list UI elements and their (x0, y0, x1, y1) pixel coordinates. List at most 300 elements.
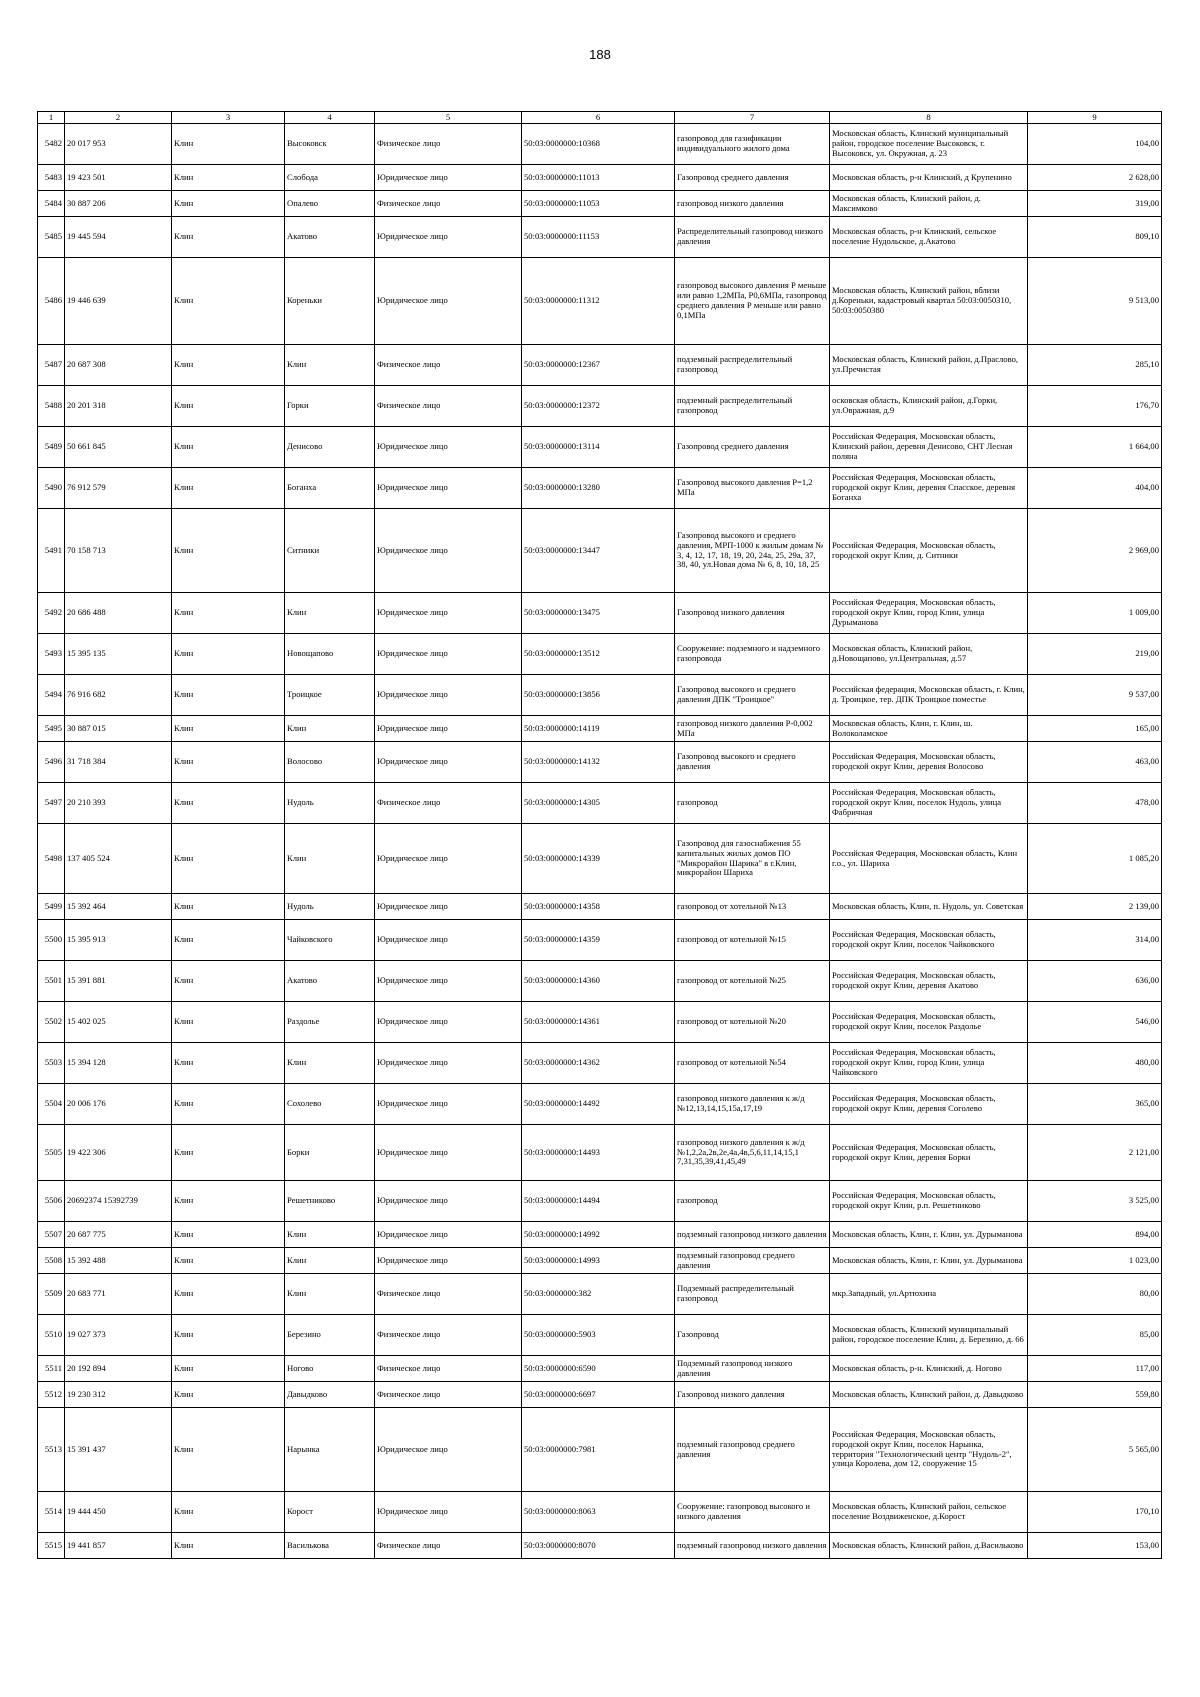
table-row (38, 824, 1162, 894)
length-value-cell: 809,10 (1028, 217, 1162, 258)
object-description-cell: Газопровод высокого и среднего давления ДПК "Троицкое" (675, 675, 830, 716)
length-value-cell: 365,00 (1028, 1084, 1162, 1125)
object-address-cell: Московская область, Клинский муниципальный район, городское поселение Высоковск, г. Высоковск, ул. Окружная, д. 23 (830, 124, 1028, 165)
municipality-cell: Клин (172, 1315, 285, 1356)
table-row (38, 509, 1162, 593)
municipality-cell: Клин (172, 716, 285, 742)
municipality-cell: Клин (172, 824, 285, 894)
object-description-cell: газопровод от хотельной №13 (675, 894, 830, 920)
owner-type-cell: Юридическое лицо (375, 675, 522, 716)
object-address-cell: Московская область, р-н Клинский, д Крупенино (830, 165, 1028, 191)
object-description-cell: Газопровод низкого давления (675, 1382, 830, 1408)
column-header: 6 (522, 112, 675, 124)
length-value-cell: 165,00 (1028, 716, 1162, 742)
municipality-cell: Клин (172, 217, 285, 258)
row-number-cell: 5510 (38, 1315, 65, 1356)
column-header: 4 (285, 112, 375, 124)
registry-code-cell: 76 912 579 (65, 468, 172, 509)
registry-code-cell: 20 006 176 (65, 1084, 172, 1125)
municipality-cell: Клин (172, 509, 285, 593)
settlement-cell: Опалево (285, 191, 375, 217)
row-number-cell: 5502 (38, 1002, 65, 1043)
municipality-cell: Клин (172, 1274, 285, 1315)
owner-type-cell: Юридическое лицо (375, 593, 522, 634)
row-number-cell: 5496 (38, 742, 65, 783)
settlement-cell: Кореньки (285, 258, 375, 345)
object-address-cell: Российская Федерация, Московская область, Клинский район, деревня Денисово, СНТ Лесная поляна (830, 427, 1028, 468)
registry-code-cell: 20 687 308 (65, 345, 172, 386)
cadastral-number-cell: 50:03:0000000:12372 (522, 386, 675, 427)
settlement-cell: Нарынка (285, 1408, 375, 1492)
table-row (38, 427, 1162, 468)
municipality-cell: Клин (172, 1222, 285, 1248)
cadastral-number-cell: 50:03:0000000:10368 (522, 124, 675, 165)
cadastral-number-cell: 50:03:0000000:6590 (522, 1356, 675, 1382)
length-value-cell: 894,00 (1028, 1222, 1162, 1248)
municipality-cell: Клин (172, 742, 285, 783)
municipality-cell: Клин (172, 427, 285, 468)
length-value-cell: 480,00 (1028, 1043, 1162, 1084)
settlement-cell: Клин (285, 345, 375, 386)
municipality-cell: Клин (172, 634, 285, 675)
settlement-cell: Клин (285, 824, 375, 894)
table-row (38, 217, 1162, 258)
object-address-cell: Московская область, Клинский муниципальный район, городское поселение Клин, д. Березино, д. 66 (830, 1315, 1028, 1356)
municipality-cell: Клин (172, 1084, 285, 1125)
municipality-cell: Клин (172, 1382, 285, 1408)
cadastral-number-cell: 50:03:0000000:14132 (522, 742, 675, 783)
length-value-cell: 104,00 (1028, 124, 1162, 165)
municipality-cell: Клин (172, 1356, 285, 1382)
registry-code-cell: 15 395 913 (65, 920, 172, 961)
row-number-cell: 5503 (38, 1043, 65, 1084)
object-description-cell: Газопровод среднего давления (675, 165, 830, 191)
municipality-cell: Клин (172, 1125, 285, 1181)
length-value-cell: 176,70 (1028, 386, 1162, 427)
owner-type-cell: Физическое лицо (375, 1315, 522, 1356)
row-number-cell: 5499 (38, 894, 65, 920)
object-description-cell: газопровод от котельной №15 (675, 920, 830, 961)
length-value-cell: 2 139,00 (1028, 894, 1162, 920)
municipality-cell: Клин (172, 1248, 285, 1274)
length-value-cell: 319,00 (1028, 191, 1162, 217)
settlement-cell: Горки (285, 386, 375, 427)
object-description-cell: подземный газопровод низкого давления (675, 1533, 830, 1559)
object-address-cell: Московская область, р-н Клинский, сельское поселение Нудольское, д.Акатово (830, 217, 1028, 258)
length-value-cell: 478,00 (1028, 783, 1162, 824)
settlement-cell: Клин (285, 593, 375, 634)
table-row (38, 716, 1162, 742)
owner-type-cell: Юридическое лицо (375, 824, 522, 894)
object-description-cell: Подземный распределительный газопровод (675, 1274, 830, 1315)
cadastral-number-cell: 50:03:0000000:14305 (522, 783, 675, 824)
registry-code-cell: 19 423 501 (65, 165, 172, 191)
row-number-cell: 5515 (38, 1533, 65, 1559)
object-address-cell: Российская Федерация, Московская область, городской округ Клин, деревня Спасское, деревня Боганха (830, 468, 1028, 509)
object-description-cell: подземный распределительный газопровод (675, 386, 830, 427)
cadastral-number-cell: 50:03:0000000:13512 (522, 634, 675, 675)
table-row (38, 1084, 1162, 1125)
cadastral-number-cell: 50:03:0000000:14339 (522, 824, 675, 894)
row-number-cell: 5505 (38, 1125, 65, 1181)
table-row (38, 468, 1162, 509)
cadastral-number-cell: 50:03:0000000:7981 (522, 1408, 675, 1492)
object-description-cell: газопровод (675, 1181, 830, 1222)
column-header: 9 (1028, 112, 1162, 124)
registry-code-cell: 20 683 771 (65, 1274, 172, 1315)
cadastral-number-cell: 50:03:0000000:8070 (522, 1533, 675, 1559)
municipality-cell: Клин (172, 345, 285, 386)
table-row (38, 1382, 1162, 1408)
settlement-cell: Денисово (285, 427, 375, 468)
settlement-cell: Клин (285, 1274, 375, 1315)
owner-type-cell: Юридическое лицо (375, 1125, 522, 1181)
object-description-cell: Газопровод высокого и среднего давления (675, 742, 830, 783)
owner-type-cell: Юридическое лицо (375, 742, 522, 783)
cadastral-number-cell: 50:03:0000000:14992 (522, 1222, 675, 1248)
settlement-cell: Акатово (285, 217, 375, 258)
length-value-cell: 85,00 (1028, 1315, 1162, 1356)
table-row (38, 783, 1162, 824)
settlement-cell: Троицкое (285, 675, 375, 716)
length-value-cell: 1 664,00 (1028, 427, 1162, 468)
registry-code-cell: 19 422 306 (65, 1125, 172, 1181)
row-number-cell: 5494 (38, 675, 65, 716)
header-row (38, 112, 1162, 124)
owner-type-cell: Физическое лицо (375, 124, 522, 165)
registry-code-cell: 15 392 488 (65, 1248, 172, 1274)
length-value-cell: 1 023,00 (1028, 1248, 1162, 1274)
owner-type-cell: Юридическое лицо (375, 427, 522, 468)
settlement-cell: Нудоль (285, 894, 375, 920)
cadastral-number-cell: 50:03:0000000:382 (522, 1274, 675, 1315)
cadastral-number-cell: 50:03:0000000:11053 (522, 191, 675, 217)
settlement-cell: Высоковск (285, 124, 375, 165)
row-number-cell: 5507 (38, 1222, 65, 1248)
row-number-cell: 5486 (38, 258, 65, 345)
registry-code-cell: 20 201 318 (65, 386, 172, 427)
cadastral-number-cell: 50:03:0000000:13280 (522, 468, 675, 509)
municipality-cell: Клин (172, 894, 285, 920)
object-address-cell: Российская Федерация, Московская область, городской округ Клин, город Клин, улица Чайковского (830, 1043, 1028, 1084)
municipality-cell: Клин (172, 675, 285, 716)
object-description-cell: подземный распределительный газопровод (675, 345, 830, 386)
municipality-cell: Клин (172, 468, 285, 509)
cadastral-number-cell: 50:03:0000000:14492 (522, 1084, 675, 1125)
registry-code-cell: 15 392 464 (65, 894, 172, 920)
cadastral-number-cell: 50:03:0000000:5903 (522, 1315, 675, 1356)
registry-code-cell: 19 446 639 (65, 258, 172, 345)
object-address-cell: Московская область, Клинский район, вблизи д.Кореньки, кадастровый квартал 50:03:0050310, 50:03:0050380 (830, 258, 1028, 345)
settlement-cell: Раздолье (285, 1002, 375, 1043)
table-row (38, 1125, 1162, 1181)
object-description-cell: Газопровод (675, 1315, 830, 1356)
municipality-cell: Клин (172, 165, 285, 191)
owner-type-cell: Физическое лицо (375, 1382, 522, 1408)
object-address-cell: Московская область, Клин, г. Клин, ул. Дурыманова (830, 1222, 1028, 1248)
owner-type-cell: Юридическое лицо (375, 258, 522, 345)
table-row (38, 1222, 1162, 1248)
object-address-cell: Российская Федерация, Московская область, Клин г.о., ул. Шариха (830, 824, 1028, 894)
object-address-cell: Российская Федерация, Московская область, городской округ Клин, р.п. Решетниково (830, 1181, 1028, 1222)
row-number-cell: 5488 (38, 386, 65, 427)
length-value-cell: 9 537,00 (1028, 675, 1162, 716)
object-description-cell: подземный газопровод низкого давления (675, 1222, 830, 1248)
column-header: 2 (65, 112, 172, 124)
length-value-cell: 117,00 (1028, 1356, 1162, 1382)
object-address-cell: Московская область, Клинский район, д. Максимково (830, 191, 1028, 217)
object-address-cell: Российская Федерация, Московская область, городской округ Клин, поселок Нудоль, улица Фабричная (830, 783, 1028, 824)
cadastral-number-cell: 50:03:0000000:13447 (522, 509, 675, 593)
settlement-cell: Березино (285, 1315, 375, 1356)
table-row (38, 345, 1162, 386)
owner-type-cell: Юридическое лицо (375, 1222, 522, 1248)
object-description-cell: газопровод низкого давления к ж/д №1,2,2а,2в,2е,4а,4в,5,6,11,14,15,1 7,31,35,39,41,45,49 (675, 1125, 830, 1181)
cadastral-number-cell: 50:03:0000000:14359 (522, 920, 675, 961)
settlement-cell: Клин (285, 1248, 375, 1274)
length-value-cell: 219,00 (1028, 634, 1162, 675)
registry-code-cell: 30 887 015 (65, 716, 172, 742)
row-number-cell: 5513 (38, 1408, 65, 1492)
object-address-cell: Российская Федерация, Московская область, городской округ Клин, деревня Акатово (830, 961, 1028, 1002)
registry-code-cell: 19 027 373 (65, 1315, 172, 1356)
municipality-cell: Клин (172, 593, 285, 634)
municipality-cell: Клин (172, 920, 285, 961)
settlement-cell: Клин (285, 1222, 375, 1248)
length-value-cell: 559,80 (1028, 1382, 1162, 1408)
cadastral-number-cell: 50:03:0000000:13856 (522, 675, 675, 716)
object-address-cell: осковская область, Клинский район, д.Горки, ул.Овражная, д.9 (830, 386, 1028, 427)
object-description-cell: газопровод от котельной №25 (675, 961, 830, 1002)
settlement-cell: Давыдково (285, 1382, 375, 1408)
registry-code-cell: 15 394 128 (65, 1043, 172, 1084)
municipality-cell: Клин (172, 1002, 285, 1043)
object-address-cell: Российская Федерация, Московская область, городской округ Клин, д. Ситники (830, 509, 1028, 593)
table-row (38, 1315, 1162, 1356)
cadastral-number-cell: 50:03:0000000:14493 (522, 1125, 675, 1181)
table-row (38, 1002, 1162, 1043)
settlement-cell: Новощапово (285, 634, 375, 675)
cadastral-number-cell: 50:03:0000000:14360 (522, 961, 675, 1002)
object-address-cell: Российская Федерация, Московская область, городской округ Клин, поселок Нарынка, территория "Технологический центр "Нудоль-2", улица Королева, дом 12, сооружение 15 (830, 1408, 1028, 1492)
municipality-cell: Клин (172, 191, 285, 217)
row-number-cell: 5489 (38, 427, 65, 468)
row-number-cell: 5482 (38, 124, 65, 165)
row-number-cell: 5508 (38, 1248, 65, 1274)
municipality-cell: Клин (172, 124, 285, 165)
row-number-cell: 5484 (38, 191, 65, 217)
length-value-cell: 80,00 (1028, 1274, 1162, 1315)
table-row (38, 894, 1162, 920)
settlement-cell: Чайковского (285, 920, 375, 961)
cadastral-number-cell: 50:03:0000000:13475 (522, 593, 675, 634)
table-row (38, 634, 1162, 675)
object-address-cell: мкр.Западный, ул.Артюхина (830, 1274, 1028, 1315)
municipality-cell: Клин (172, 783, 285, 824)
object-address-cell: Московская область, Клин, г. Клин, ш. Волоколамское (830, 716, 1028, 742)
registry-code-cell: 70 158 713 (65, 509, 172, 593)
cadastral-number-cell: 50:03:0000000:14993 (522, 1248, 675, 1274)
object-address-cell: Российская Федерация, Московская область, городской округ Клин, город Клин, улица Дурыманова (830, 593, 1028, 634)
length-value-cell: 636,00 (1028, 961, 1162, 1002)
length-value-cell: 404,00 (1028, 468, 1162, 509)
registry-code-cell: 19 444 450 (65, 1492, 172, 1533)
object-address-cell: Московская область, Клин, п. Нудоль, ул. Советская (830, 894, 1028, 920)
length-value-cell: 1 009,00 (1028, 593, 1162, 634)
object-address-cell: Московская область, Клин, г. Клин, ул. Дурыманова (830, 1248, 1028, 1274)
table-row (38, 1533, 1162, 1559)
row-number-cell: 5491 (38, 509, 65, 593)
cadastral-number-cell: 50:03:0000000:8063 (522, 1492, 675, 1533)
table-row (38, 1248, 1162, 1274)
settlement-cell: Ногово (285, 1356, 375, 1382)
owner-type-cell: Юридическое лицо (375, 716, 522, 742)
length-value-cell: 285,10 (1028, 345, 1162, 386)
registry-code-cell: 20692374 15392739 (65, 1181, 172, 1222)
object-address-cell: Российская федерация, Московская область, г. Клин, д. Троицкое, тер. ДПК Троицкое поместье (830, 675, 1028, 716)
table-body (38, 124, 1162, 1559)
length-value-cell: 1 085,20 (1028, 824, 1162, 894)
object-description-cell: Сооружение: подземного и надземного газопровода (675, 634, 830, 675)
settlement-cell: Сохолево (285, 1084, 375, 1125)
owner-type-cell: Юридическое лицо (375, 1248, 522, 1274)
settlement-cell: Акатово (285, 961, 375, 1002)
registry-code-cell: 15 395 135 (65, 634, 172, 675)
table-row (38, 1043, 1162, 1084)
owner-type-cell: Юридическое лицо (375, 165, 522, 191)
table-row (38, 258, 1162, 345)
owner-type-cell: Юридическое лицо (375, 1181, 522, 1222)
length-value-cell: 170,10 (1028, 1492, 1162, 1533)
table-row (38, 165, 1162, 191)
municipality-cell: Клин (172, 386, 285, 427)
row-number-cell: 5492 (38, 593, 65, 634)
column-header: 3 (172, 112, 285, 124)
table-row (38, 1181, 1162, 1222)
registry-table (37, 111, 1162, 1559)
owner-type-cell: Юридическое лицо (375, 1002, 522, 1043)
registry-code-cell: 20 017 953 (65, 124, 172, 165)
owner-type-cell: Физическое лицо (375, 386, 522, 427)
table-row (38, 1274, 1162, 1315)
owner-type-cell: Юридическое лицо (375, 961, 522, 1002)
registry-code-cell: 31 718 384 (65, 742, 172, 783)
row-number-cell: 5506 (38, 1181, 65, 1222)
row-number-cell: 5500 (38, 920, 65, 961)
row-number-cell: 5501 (38, 961, 65, 1002)
object-address-cell: Московская область, Клинский район, д.Новощапово, ул.Центральная, д.57 (830, 634, 1028, 675)
settlement-cell: Волосово (285, 742, 375, 783)
registry-code-cell: 20 210 393 (65, 783, 172, 824)
settlement-cell: Клин (285, 716, 375, 742)
object-description-cell: газопровод для газификации индивидуального жилого дома (675, 124, 830, 165)
registry-code-cell: 19 230 312 (65, 1382, 172, 1408)
cadastral-number-cell: 50:03:0000000:14494 (522, 1181, 675, 1222)
cadastral-number-cell: 50:03:0000000:11013 (522, 165, 675, 191)
cadastral-number-cell: 50:03:0000000:13114 (522, 427, 675, 468)
settlement-cell: Решетниково (285, 1181, 375, 1222)
object-description-cell: подземный газопровод среднего давления (675, 1408, 830, 1492)
cadastral-number-cell: 50:03:0000000:14358 (522, 894, 675, 920)
registry-code-cell: 20 192 894 (65, 1356, 172, 1382)
row-number-cell: 5490 (38, 468, 65, 509)
owner-type-cell: Юридическое лицо (375, 468, 522, 509)
length-value-cell: 546,00 (1028, 1002, 1162, 1043)
object-description-cell: Газопровод высокого давления Р=1,2 МПа (675, 468, 830, 509)
table-row (38, 1356, 1162, 1382)
length-value-cell: 463,00 (1028, 742, 1162, 783)
object-description-cell: газопровод низкого давления Р-0,002 МПа (675, 716, 830, 742)
row-number-cell: 5509 (38, 1274, 65, 1315)
row-number-cell: 5483 (38, 165, 65, 191)
settlement-cell: Борки (285, 1125, 375, 1181)
municipality-cell: Клин (172, 1181, 285, 1222)
object-address-cell: Московская область, р-н. Клинский, д. Ногово (830, 1356, 1028, 1382)
owner-type-cell: Юридическое лицо (375, 634, 522, 675)
row-number-cell: 5487 (38, 345, 65, 386)
settlement-cell: Корост (285, 1492, 375, 1533)
registry-code-cell: 30 887 206 (65, 191, 172, 217)
owner-type-cell: Физическое лицо (375, 783, 522, 824)
length-value-cell: 5 565,00 (1028, 1408, 1162, 1492)
owner-type-cell: Физическое лицо (375, 191, 522, 217)
object-description-cell: Подземный газопровод низкого давления (675, 1356, 830, 1382)
table-row (38, 1408, 1162, 1492)
page-number: 188 (589, 47, 611, 62)
registry-code-cell: 19 441 857 (65, 1533, 172, 1559)
object-address-cell: Российская Федерация, Московская область, городской округ Клин, деревня Борки (830, 1125, 1028, 1181)
object-description-cell: Газопровод низкого давления (675, 593, 830, 634)
settlement-cell: Боганха (285, 468, 375, 509)
owner-type-cell: Физическое лицо (375, 1533, 522, 1559)
length-value-cell: 3 525,00 (1028, 1181, 1162, 1222)
length-value-cell: 153,00 (1028, 1533, 1162, 1559)
table-row (38, 961, 1162, 1002)
registry-code-cell: 50 661 845 (65, 427, 172, 468)
table-row (38, 124, 1162, 165)
object-description-cell: Газопровод среднего давления (675, 427, 830, 468)
object-description-cell: газопровод (675, 783, 830, 824)
registry-code-cell: 137 405 524 (65, 824, 172, 894)
registry-code-cell: 20 687 775 (65, 1222, 172, 1248)
column-header: 8 (830, 112, 1028, 124)
object-description-cell: Газопровод высокого и среднего давления, МРП-1000 к жилым домам № 3, 4, 12, 17, 18, 19, 20, 24а, 25, 29а, 37, 38, 40, ул.Новая дома № 6, 8, 10, 18, 25 (675, 509, 830, 593)
municipality-cell: Клин (172, 1533, 285, 1559)
object-description-cell: газопровод низкого давления (675, 191, 830, 217)
object-description-cell: Газопровод для газоснабжения 55 капитальных жилых домов ПО "Микрорайон Шарика" в г.Клин, микрорайон Шариха (675, 824, 830, 894)
municipality-cell: Клин (172, 1492, 285, 1533)
row-number-cell: 5511 (38, 1356, 65, 1382)
registry-code-cell: 15 402 025 (65, 1002, 172, 1043)
owner-type-cell: Юридическое лицо (375, 1084, 522, 1125)
municipality-cell: Клин (172, 1408, 285, 1492)
row-number-cell: 5514 (38, 1492, 65, 1533)
registry-code-cell: 15 391 437 (65, 1408, 172, 1492)
cadastral-number-cell: 50:03:0000000:14362 (522, 1043, 675, 1084)
owner-type-cell: Юридическое лицо (375, 1408, 522, 1492)
object-address-cell: Московская область, Клинский район, д.Васильково (830, 1533, 1028, 1559)
object-description-cell: газопровод низкого давления к ж/д №12,13,14,15,15а,17,19 (675, 1084, 830, 1125)
table-header (38, 112, 1162, 124)
cadastral-number-cell: 50:03:0000000:11312 (522, 258, 675, 345)
owner-type-cell: Физическое лицо (375, 345, 522, 386)
settlement-cell: Василькова (285, 1533, 375, 1559)
length-value-cell: 9 513,00 (1028, 258, 1162, 345)
owner-type-cell: Юридическое лицо (375, 1492, 522, 1533)
table-row (38, 1492, 1162, 1533)
length-value-cell: 2 121,00 (1028, 1125, 1162, 1181)
object-address-cell: Московская область, Клинский район, сельское поселение Воздвиженское, д.Корост (830, 1492, 1028, 1533)
